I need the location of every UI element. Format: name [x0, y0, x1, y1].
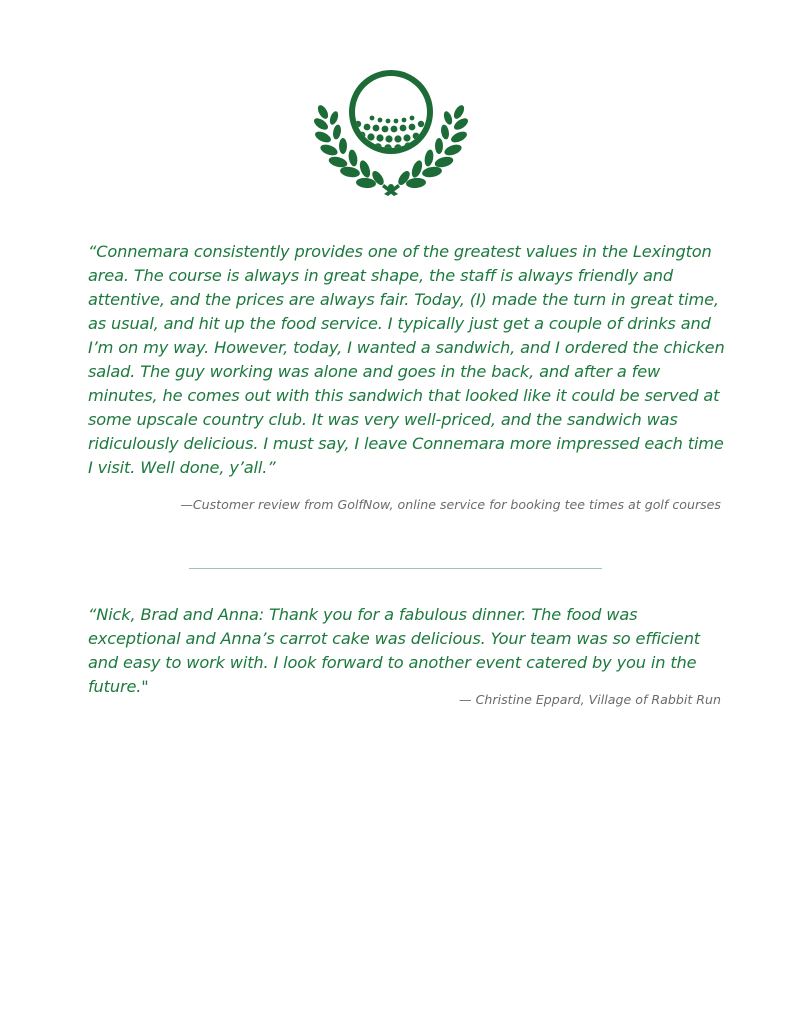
section-divider	[189, 568, 602, 569]
testimonial-attribution: —Customer review from GolfNow, online service for booking tee times at golf courses	[180, 497, 721, 512]
golf-ball-laurel-icon	[310, 66, 472, 198]
testimonial-quote: “Nick, Brad and Anna: Thank you for a fabulous dinner. The food was exceptional and Anna’s carrot cake was delicious. Your team was so efficient and easy to work with. I look forward to another event catered by you in the future."	[88, 605, 701, 696]
testimonial-attribution: — Christine Eppard, Village of Rabbit Run	[459, 692, 721, 707]
testimonial-quote: “Connemara consistently provides one of the greatest values in the Lexington area. The course is always in great shape, the staff is always friendly and attentive, and the prices are always fair. Today, (I) made the turn in great time, as usual, and hit up the food service. I typically just get a couple of drinks and I’m on my way. However, today, I wanted a sandwich, and I ordered the chicken salad. The guy working was alone and goes in the back, and after a few minutes, he comes out with this sandwich that looked like it could be served at some upscale country club. It was very well-priced, and the sandwich was ridiculously delicious. I must say, I leave Connemara more impressed each time I visit. Well done, y’all.”	[88, 242, 725, 477]
